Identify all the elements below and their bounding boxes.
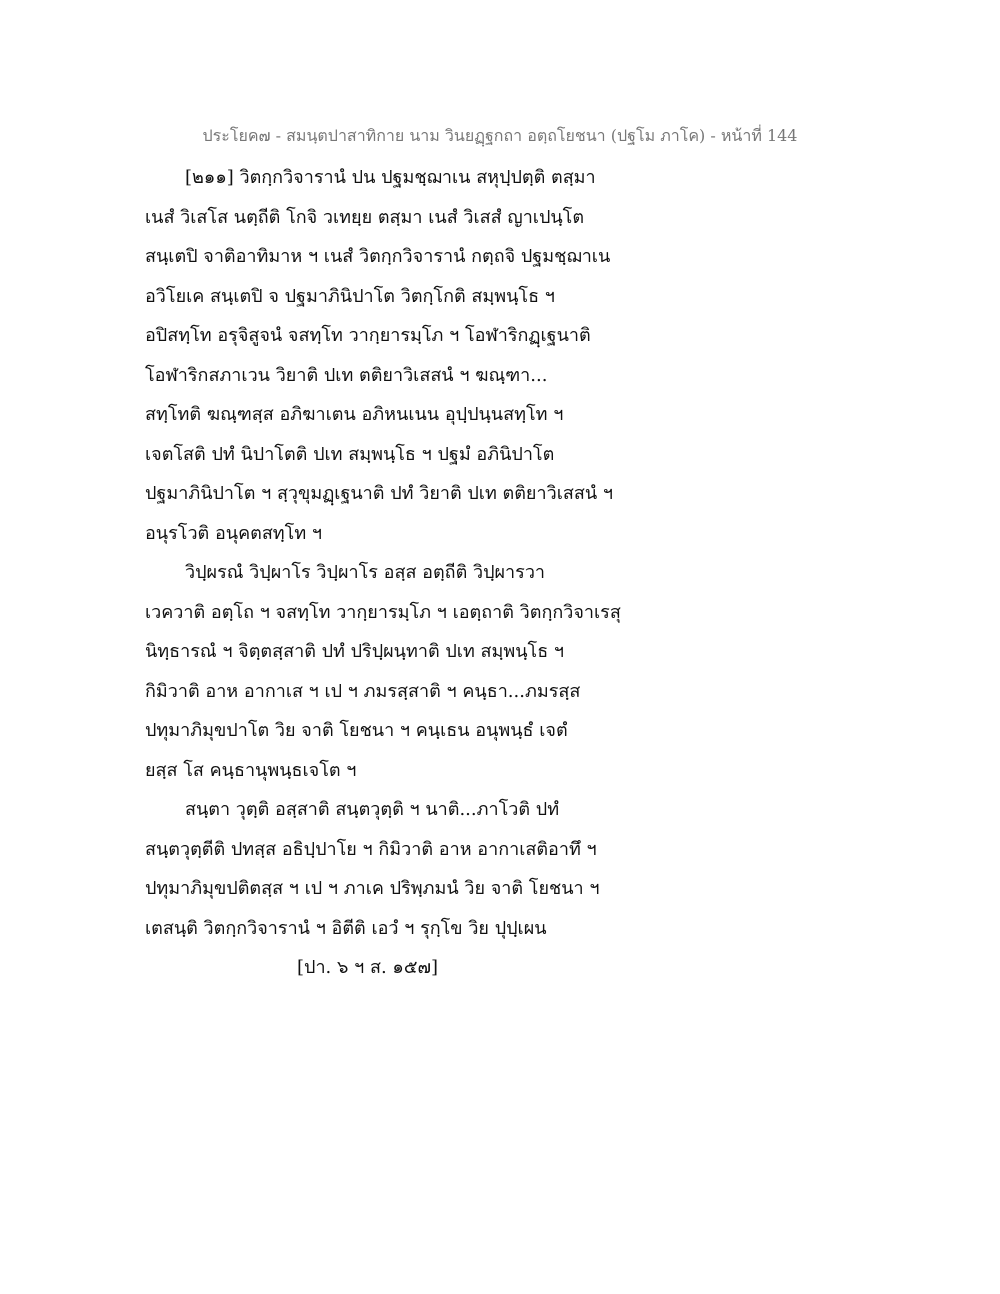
paragraph-3-line: เตสนฺติ วิตกฺกวิจารานํ ฯ อิตีติ เอวํ ฯ รุกฺโข วิย ปุปฺเผน [145,917,547,939]
paragraph-1-line: [๒๑๑] วิตกฺกวิจารานํ ปน ปฐมชฺฌาเน สหุปฺปตฺติ ตสฺมา [185,167,596,188]
paragraph-2-line: ยสฺส โส คนฺธานุพนฺธเจโต ฯ [145,759,357,781]
paragraph-2-line: กิมิวาติ อาห อากาเส ฯ เป ฯ ภมรสฺสาติ ฯ คนฺธา...ภมรสฺส [145,680,581,702]
paragraph-2-line: ปทุมาภิมุขปาโต วิย จาติ โยชนา ฯ คนฺเธน อนุพนฺธํ เจตํ [145,720,568,741]
paragraph-1-line: สนฺเตปิ จาติอาทิมาห ฯ เนสํ วิตกฺกวิจารานํ กตฺถจิ ปฐมชฺฌาเน [145,246,611,267]
paragraph-1-line: โอฬาริกสภาเวน วิยาติ ปเท ตติยาวิเสสนํ ฯ ฆณฺฑา... [145,364,548,386]
paragraph-3-line: ปทุมาภิมุขปติตสฺส ฯ เป ฯ ภาเค ปริพฺภมนํ วิย จาติ โยชนา ฯ [145,878,600,899]
paragraph-1-line: เนสํ วิเสโส นตฺถีติ โกจิ วเทยฺย ตสฺมา เนสํ วิเสสํ ญาเปนฺโต [145,206,585,228]
body-text [145,158,645,988]
paragraph-2-line: นิทฺธารณํ ฯ จิตฺตสฺสาติ ปทํ ปริปฺผนฺทาติ ปเท สมฺพนฺโธ ฯ [145,641,565,662]
paragraph-3-line: สนฺตวุตฺตีติ ปทสฺส อธิปฺปาโย ฯ กิมิวาติ อาห อากาเสติอาทึ ฯ [145,838,597,860]
paragraph-1-line: ปฐมาภินิปาโต ฯ สฺวุขุมฏฺเฐนาติ ปทํ วิยาติ ปเท ตติยาวิเสสนํ ฯ [145,483,613,504]
paragraph-1-line: อนุรโวติ อนุคตสทฺโท ฯ [145,522,323,544]
paragraph-1-line: สทฺโทติ ฆณฺฑสฺส อภิฆาเตน อภิหนเนน อุปฺปนฺนสทฺโท ฯ [145,404,564,425]
paragraph-1-line: เจตโสติ ปทํ นิปาโตติ ปเท สมฺพนฺโธ ฯ ปฐมํ อภินิปาโต [145,443,555,465]
paragraph-2-line: วิปฺผรณํ วิปฺผาโร วิปฺผาโร อสฺส อตฺถีติ วิปฺผารวา [185,562,546,583]
paragraph-3-line: สนฺตา วุตฺติ อสฺสาติ สนฺตวุตฺติ ฯ นาติ...ภาโวติ ปทํ [185,799,560,820]
page-reference: [ปา. ๖ ฯ ส. ๑๕๗] [297,957,439,978]
paragraph-1-line: อวิโยเค สนฺเตปิ จ ปฐมาภินิปาโต วิตกฺโกติ สมฺพนฺโธ ฯ [145,285,555,307]
paragraph-2-line: เวควาติ อตฺโถ ฯ จสทฺโท วากฺยารมฺโภ ฯ เอตฺถาติ วิตกฺกวิจาเรสุ [145,601,621,623]
paragraph-1-line: อปิสทฺโท อรุจิสูจนํ จสทฺโท วากฺยารมฺโภ ฯ โอฬาริกฏฺเฐนาติ [145,325,591,346]
page-header: ประโยค๗ - สมนฺตปาสาทิกาย นาม วินยฏฺฐกถา อตฺถโยชนา (ปฐโม ภาโค) - หน้าที่ 144 [202,126,798,145]
